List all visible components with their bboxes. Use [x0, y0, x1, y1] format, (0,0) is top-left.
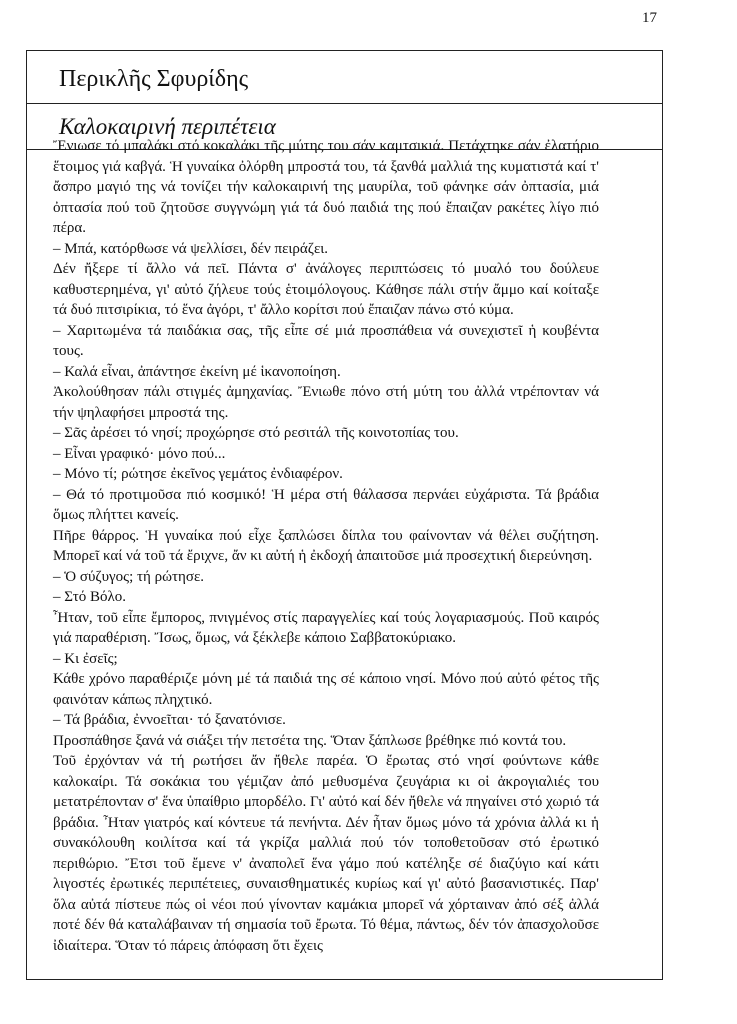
paragraph: – Μπά, κατόρθωσε νά ψελλίσει, δέν πειράζει. — [53, 240, 329, 257]
paragraph: Τοῦ ἐρχόνταν νά τή ρωτήσει ἄν ἤθελε παρέα. Ὁ ἔρωτας στό νησί φούντωνε κάθε καλοκαίρι. Τά σοκάκια του γέμιζαν ἀπό μεθυσμένα ζευγάρια κι οἱ ἀκρογιαλιές του μετατρέπονταν σ' ἕνα ὑπαίθριο μπορδέλο. Γι' αὐτό καί δέν ἤθελε νά πηγαίνει στό χωριό τά βράδια. Ἦταν γιατρός καί κόντευε τά πενήντα. Δέν ἦταν ὅμως μόνο τά χρόνια ἀλλά κι ἡ συνακόλουθη κοιλίτσα καί τά γκρίζα μαλλιά πού τόν τοποθετοῦσαν στό ἐρωτικό περιθώριο. Ἔτσι τοῦ ἔμενε ν' ἀναπολεῖ ἕνα γάμο πού κατέληξε σέ διαζύγιο καί κάτι λιγοστές ἐρωτικές περιπέτειες, συναισθηματικές κυρίως καί γι' αὐτό βασανιστικές. Παρ' ὅλα αὐτά πίστευε πώς οἱ νέοι πού γίνονταν καμάκια μπορεῖ νά χόρταιναν ἀπό σέξ ἀλλά ποτέ δέν θά καταλάβαιναν τή σημασία τοῦ ἔρωτα. Τό θέμα, πάντως, δέν τόν ἀπασχολοῦσε ἰδιαίτερα. Ὅταν τό πάρεις ἀπόφαση ὅτι ἔχεις — [53, 753, 599, 954]
paragraph: Ἀκολούθησαν πάλι στιγμές ἀμηχανίας. Ἔνιωθε πόνο στή μύτη του ἀλλά ντρέπονταν νά τήν ψηλαφήσει μπροστά της. — [53, 384, 599, 421]
author-name: Περικλῆς Σφυρίδης — [59, 65, 249, 92]
paragraph: – Καλά εἶναι, ἀπάντησε ἐκείνη μέ ἱκανοποίηση. — [53, 363, 341, 380]
paragraph: – Σᾶς ἀρέσει τό νησί; προχώρησε στό ρεσιτάλ τῆς κοινοτοπίας του. — [53, 425, 459, 441]
story-title: Καλοκαιρινή περιπέτεια — [59, 113, 276, 139]
paragraph: Πῆρε θάρρος. Ἡ γυναίκα πού εἶχε ξαπλώσει δίπλα του φαίνονταν νά θέλει συζήτηση. Μπορεῖ καί νά τοῦ τά ἔριχνε, ἄν κι αὐτή ἡ ἐκδοχή ἀπαιτοῦσε μιά προσεχτική διερεύνηση. — [53, 527, 599, 564]
paragraph: – Κι ἐσεῖς; — [53, 650, 118, 667]
paragraph: Δέν ἤξερε τί ἄλλο νά πεῖ. Πάντα σ' ἀνάλογες περιπτώσεις τό μυαλό του δούλευε καθυστερημένα, γι' αὐτό ζήλευε τούς ἑτοιμόλογους. Κάθησε πάλι στήν ἄμμο καί κοίταξε τά δυό πιτσιρίκια, τό ἕνα ἀγόρι, τ' ἄλλο κορίτσι πού ἔπαιζαν πάνω στό κύμα. — [53, 261, 599, 318]
paragraph: – Ὁ σύζυγος; τή ρώτησε. — [53, 568, 204, 585]
author-box — [27, 51, 662, 104]
paragraph: – Εἶναι γραφικό· μόνο πού... — [53, 445, 226, 462]
paragraph: – Θά τό προτιμοῦσα πιό κοσμικό! Ἡ μέρα στή θάλασσα περνάει εὐχάριστα. Τά βράδια ὅμως πλήττει κανείς. — [53, 486, 599, 523]
page-number: 17 — [642, 10, 657, 26]
paragraph: Ἦταν, τοῦ εἶπε ἔμπορος, πνιγμένος στίς παραγγελίες καί τούς λογαριασμούς. Ποῦ καιρός γιά παραθέριση. Ἴσως, ὅμως, νά ξέκλεβε κάποιο Σαββατοκύριακο. — [53, 609, 599, 646]
paragraph: – Χαριτωμένα τά παιδάκια σας, τῆς εἶπε σέ μιά προσπάθεια νά συνεχιστεῖ ἡ κουβέντα τους. — [53, 322, 599, 359]
paragraph: – Στό Βόλο. — [53, 589, 127, 605]
paragraph: Ἔνιωσε τό μπαλάκι στό κοκαλάκι τῆς μύτης του σάν καμτσικιά. Πετάχτηκε σάν ἐλατήριο ἕτοιμος γιά καβγά. Ἡ γυναίκα ὀλόρθη μπροστά του, τά ξανθά μαλλιά της κυματιστά καί τ' ἄσπρο μαγιό της νά τονίζει τήν καλοκαιρινή της μαυρίλα, τοῦ φάνηκε σάν ὀπτασία, μιά ὀπτασία πού τοῦ ζητοῦσε συγγνώμη γιά τά δυό παιδιά της πού ἔπαιζαν ρακέτες λίγο πιό πέρα. — [53, 138, 599, 236]
paragraph: – Μόνο τί; ρώτησε ἐκεῖνος γεμάτος ἐνδιαφέρον. — [53, 466, 343, 482]
paragraph: Προσπάθησε ξανά νά σιάξει τήν πετσέτα της. Ὅταν ξάπλωσε βρέθηκε πιό κοντά του. — [53, 732, 567, 749]
paragraph: Κάθε χρόνο παραθέριζε μόνη μέ τά παιδιά της σέ κάποιο νησί. Μόνο πού αὐτό φέτος τῆς φαινόταν κάπως πληχτικό. — [53, 671, 599, 708]
story-body — [53, 136, 599, 956]
paragraph: – Τά βράδια, ἐννοεῖται· τό ξανατόνισε. — [53, 712, 286, 728]
